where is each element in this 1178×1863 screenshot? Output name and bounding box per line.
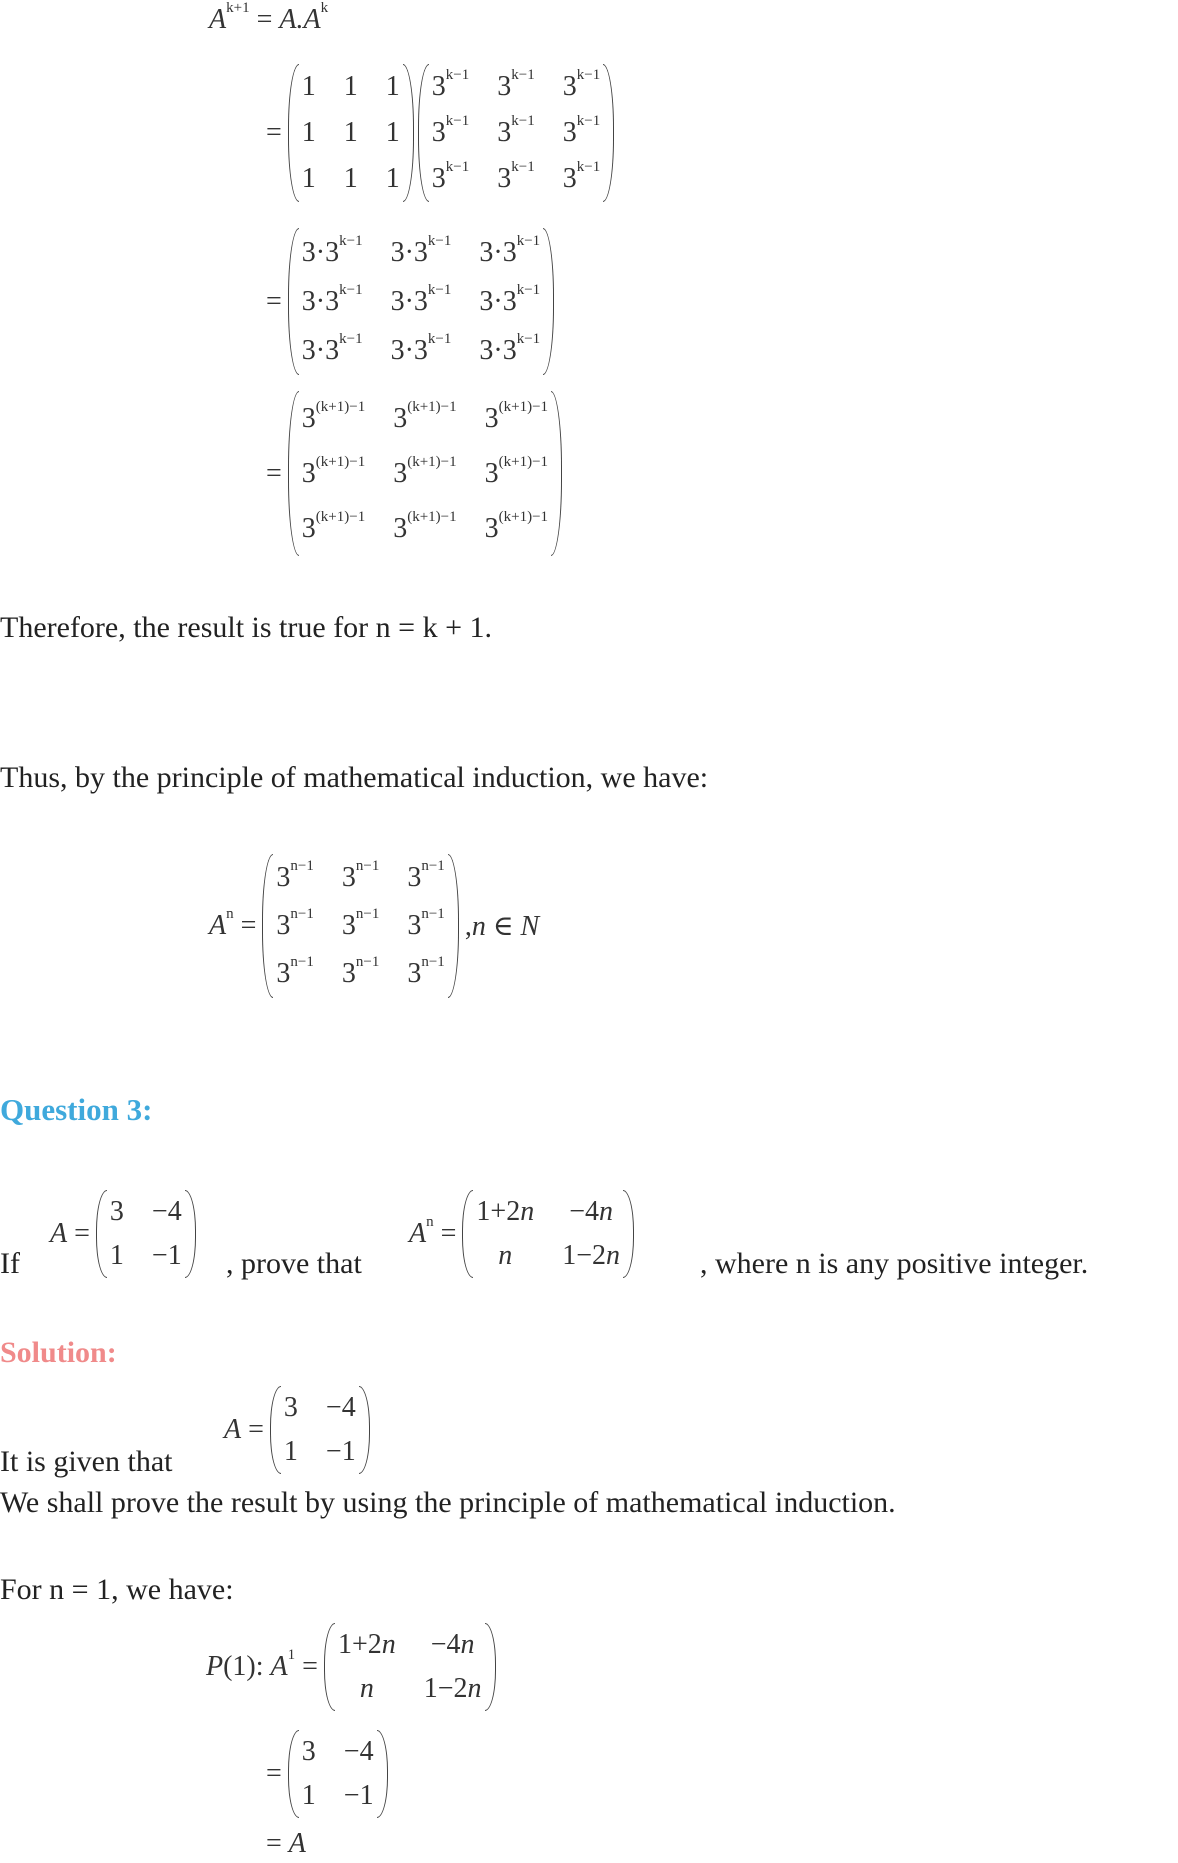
math-superscript: k−1: [339, 330, 363, 347]
math-term: n: [467, 1673, 482, 1704]
math-term: 3: [393, 512, 408, 544]
prove-that-text: , prove that: [226, 1247, 362, 1280]
math-term: n: [381, 1629, 396, 1660]
matrix-cell: [326, 1392, 356, 1424]
formula-scaled: [262, 228, 556, 375]
math-superscript: k: [320, 0, 329, 16]
if-text: If: [0, 1247, 20, 1280]
matrix-cell: [390, 330, 452, 367]
math-term: 3: [484, 402, 499, 434]
matrix-cell: [497, 67, 535, 103]
math-term: 3: [301, 1736, 316, 1767]
math-term: 3: [393, 457, 408, 489]
matrix: [462, 1190, 634, 1278]
formula-product: [262, 64, 616, 202]
formula-equals-a: [262, 1828, 310, 1860]
matrix-cell: [302, 117, 316, 149]
question-heading: Question 3:: [0, 1092, 153, 1127]
math-superscript: k−1: [511, 159, 535, 175]
formula-p1: [202, 1623, 498, 1711]
math-term: −4: [343, 1736, 374, 1767]
math-term: ∈: [485, 911, 521, 942]
math-term: 3: [393, 402, 408, 434]
math-term: 1: [301, 117, 316, 148]
matrix-cell: [431, 113, 470, 149]
math-term: 3: [484, 457, 499, 489]
math-term: 1: [385, 163, 400, 194]
math-term: 3: [431, 71, 446, 102]
math-superscript: k−1: [427, 232, 452, 249]
math-term: A: [409, 1218, 427, 1249]
math-term: 3: [283, 1392, 298, 1423]
matrix-cell: [284, 1392, 298, 1424]
formula-a-def: [46, 1190, 198, 1278]
math-text: [262, 1758, 286, 1790]
math-term: A: [224, 1414, 242, 1445]
math-superscript: k−1: [516, 281, 541, 298]
matrix-cell: [390, 281, 452, 318]
math-term: 3·3: [390, 236, 428, 268]
matrix: [270, 1386, 370, 1474]
math-term: −4: [151, 1196, 182, 1227]
math-superscript: (k+1)−1: [407, 453, 457, 470]
math-term: −1: [343, 1780, 374, 1811]
matrix-cell: [386, 117, 400, 149]
math-superscript: k−1: [445, 113, 470, 129]
math-term: 1: [343, 163, 358, 194]
math-term: 3·3: [390, 334, 428, 366]
math-term: 1: [301, 1780, 316, 1811]
matrix-cell: [344, 163, 358, 195]
math-term: 3: [497, 117, 512, 148]
math-superscript: (k+1)−1: [315, 398, 366, 415]
math-term: 1−2: [562, 1240, 606, 1271]
math-term: 3: [301, 457, 316, 489]
matrix-cell: [110, 1240, 124, 1272]
math-term: 3: [109, 1196, 124, 1227]
matrix-cell: [431, 67, 470, 103]
matrix: [418, 64, 614, 202]
math-superscript: n: [226, 906, 234, 922]
math-term: =: [266, 1828, 289, 1859]
math-term: 3·3: [301, 236, 340, 268]
math-superscript: k−1: [339, 281, 363, 298]
math-text: [220, 1414, 268, 1446]
math-term: =: [295, 1651, 318, 1682]
formula-a-given: [220, 1386, 372, 1474]
math-term: =: [241, 1414, 264, 1445]
matrix: [288, 64, 414, 202]
math-superscript: k+1: [226, 0, 250, 16]
math-term: −1: [151, 1240, 182, 1271]
math-term: A.A: [279, 4, 321, 35]
matrix-cell: [484, 453, 549, 490]
matrix-cell: [152, 1196, 182, 1228]
matrix-cell: [344, 1780, 374, 1812]
formula-an-claim: [405, 1190, 636, 1278]
matrix: [288, 391, 562, 556]
math-superscript: k−1: [445, 159, 470, 175]
math-term: 1+2: [337, 1629, 382, 1660]
matrix-cell: [344, 71, 358, 103]
math-superscript: k−1: [511, 67, 535, 83]
math-term: n: [498, 1240, 513, 1271]
matrix-cell: [302, 163, 316, 195]
math-term: 1: [109, 1240, 124, 1271]
matrix-cell: [301, 281, 363, 318]
math-text: [405, 1214, 460, 1250]
matrix-cell: [479, 330, 541, 367]
math-term: 3: [276, 862, 291, 893]
matrix-cell: [562, 113, 601, 149]
math-term: 3: [562, 117, 577, 148]
math-term: 3·3: [301, 334, 340, 366]
matrix-cell: [562, 1196, 620, 1228]
matrix-cell: [484, 398, 549, 435]
matrix-cell: [301, 398, 366, 435]
matrix-cell: [301, 330, 363, 367]
math-term: A: [209, 4, 227, 35]
math-superscript: n−1: [355, 954, 380, 970]
math-term: n: [359, 1673, 374, 1704]
matrix: [262, 854, 458, 998]
matrix-cell: [302, 71, 316, 103]
matrix-cell: [393, 398, 457, 435]
math-term: ,: [464, 911, 472, 942]
for-n1-text: For n = 1, we have:: [0, 1573, 234, 1606]
math-term: 3: [407, 862, 422, 893]
math-term: 3: [497, 71, 512, 102]
matrix-cell: [431, 159, 470, 195]
math-term: 3: [497, 163, 512, 194]
matrix-cell: [341, 858, 380, 894]
math-term: =: [433, 1218, 457, 1249]
matrix-cell: [386, 71, 400, 103]
matrix-cell: [301, 453, 366, 490]
given-text: It is given that: [0, 1445, 173, 1478]
math-term: 3·3: [301, 285, 340, 317]
math-term: 1: [301, 163, 316, 194]
matrix-cell: [302, 1780, 316, 1812]
matrix-cell: [562, 1240, 620, 1272]
matrix-cell: [301, 232, 363, 269]
math-superscript: k−1: [511, 113, 535, 129]
matrix-cell: [341, 906, 380, 942]
matrix-cell: [497, 113, 535, 149]
math-term: A: [50, 1218, 68, 1249]
matrix-cell: [562, 67, 601, 103]
math-text: [262, 286, 286, 318]
math-term: P: [206, 1651, 224, 1682]
math-superscript: (k+1)−1: [498, 398, 549, 415]
math-term: 1−2: [423, 1673, 468, 1704]
math-term: A: [288, 1828, 306, 1859]
math-text: [202, 1647, 322, 1683]
math-superscript: k−1: [576, 159, 601, 175]
math-superscript: n−1: [290, 858, 314, 874]
math-text: [205, 0, 332, 36]
math-term: n: [599, 1196, 613, 1227]
math-term: 3: [301, 512, 316, 544]
matrix-cell: [476, 1196, 534, 1228]
math-term: =: [249, 4, 280, 35]
math-term: A: [209, 910, 227, 941]
math-text: [262, 117, 286, 149]
math-term: 3: [301, 402, 316, 434]
matrix: [288, 1730, 388, 1818]
math-term: 1+2: [476, 1196, 521, 1227]
math-superscript: n−1: [355, 906, 380, 922]
math-superscript: (k+1)−1: [315, 453, 366, 470]
matrix: [288, 228, 554, 375]
math-term: 1: [301, 71, 316, 102]
math-superscript: n: [426, 1214, 434, 1230]
math-term: 1: [343, 71, 358, 102]
matrix-cell: [484, 508, 549, 545]
math-term: n: [460, 1629, 475, 1660]
math-superscript: n−1: [421, 858, 445, 874]
matrix-cell: [479, 232, 541, 269]
math-term: =: [233, 910, 257, 941]
matrix-cell: [302, 1736, 316, 1768]
matrix-cell: [407, 954, 445, 990]
math-superscript: n−1: [421, 954, 445, 970]
math-superscript: k−1: [445, 67, 470, 83]
math-term: (1):: [223, 1651, 271, 1682]
math-superscript: n−1: [290, 954, 314, 970]
thus-text: Thus, by the principle of mathematical induction, we have:: [0, 761, 709, 794]
math-term: 3: [562, 163, 577, 194]
math-term: A: [270, 1651, 288, 1682]
matrix-cell: [326, 1436, 356, 1468]
math-term: −4: [569, 1196, 599, 1227]
math-term: 1: [283, 1436, 298, 1467]
math-superscript: (k+1)−1: [498, 453, 549, 470]
math-superscript: n−1: [355, 858, 380, 874]
formula-an: [205, 854, 543, 998]
math-superscript: 1: [287, 1647, 296, 1663]
math-term: 3·3: [479, 334, 517, 366]
math-superscript: k−1: [516, 232, 541, 249]
matrix-cell: [424, 1629, 482, 1661]
math-text: [205, 906, 260, 942]
math-term: N: [520, 911, 540, 942]
math-text: [46, 1218, 94, 1250]
matrix-cell: [407, 858, 445, 894]
solution-heading: Solution:: [0, 1336, 117, 1369]
math-term: −1: [325, 1436, 356, 1467]
matrix-cell: [276, 954, 314, 990]
math-term: 3: [407, 958, 422, 989]
math-text: [262, 1828, 310, 1860]
math-term: 1: [385, 117, 400, 148]
matrix: [324, 1623, 496, 1711]
matrix-cell: [338, 1673, 396, 1705]
matrix-cell: [497, 159, 535, 195]
math-term: 3: [431, 117, 446, 148]
math-term: 3: [484, 512, 499, 544]
math-term: =: [266, 285, 282, 317]
math-term: −4: [325, 1392, 356, 1423]
matrix-cell: [344, 1736, 374, 1768]
matrix-cell: [276, 858, 314, 894]
math-text: [262, 458, 286, 490]
math-term: 3: [341, 910, 356, 941]
math-superscript: k−1: [339, 232, 363, 249]
matrix-cell: [341, 954, 380, 990]
formula-ak1: [205, 0, 332, 36]
matrix-cell: [393, 453, 457, 490]
matrix-cell: [386, 163, 400, 195]
math-superscript: k−1: [576, 113, 601, 129]
matrix-cell: [479, 281, 541, 318]
matrix-cell: [390, 232, 452, 269]
math-term: =: [266, 457, 282, 489]
we-shall-text: We shall prove the result by using the principle of mathematical induction.: [0, 1486, 896, 1519]
math-term: n: [520, 1196, 535, 1227]
matrix-cell: [344, 117, 358, 149]
math-term: 3: [562, 71, 577, 102]
math-superscript: k−1: [576, 67, 601, 83]
matrix-cell: [424, 1673, 482, 1705]
matrix-cell: [407, 906, 445, 942]
matrix-cell: [476, 1240, 534, 1272]
math-superscript: k−1: [427, 281, 452, 298]
math-superscript: n−1: [421, 906, 445, 922]
math-superscript: k−1: [516, 330, 541, 347]
matrix-cell: [301, 508, 366, 545]
matrix-cell: [152, 1240, 182, 1272]
math-term: 3: [341, 862, 356, 893]
math-term: =: [67, 1218, 90, 1249]
math-term: 1: [385, 71, 400, 102]
math-term: n: [471, 911, 486, 942]
matrix-cell: [562, 159, 601, 195]
math-superscript: (k+1)−1: [498, 508, 549, 525]
where-text: , where n is any positive integer.: [700, 1247, 1089, 1280]
math-term: 3: [276, 910, 291, 941]
formula-p1-value: [262, 1730, 390, 1818]
matrix: [96, 1190, 196, 1278]
math-term: 3·3: [479, 236, 517, 268]
math-term: n: [606, 1240, 620, 1271]
math-superscript: k−1: [427, 330, 452, 347]
math-superscript: n−1: [290, 906, 314, 922]
math-term: 3: [431, 163, 446, 194]
math-term: 3·3: [479, 285, 517, 317]
math-superscript: (k+1)−1: [315, 508, 366, 525]
math-superscript: (k+1)−1: [407, 398, 457, 415]
math-term: =: [266, 117, 282, 148]
formula-kplus1: [262, 391, 564, 556]
matrix-cell: [276, 906, 314, 942]
math-term: 3: [276, 958, 291, 989]
matrix-cell: [338, 1629, 396, 1661]
math-term: 3: [407, 910, 422, 941]
matrix-cell: [284, 1436, 298, 1468]
matrix-cell: [393, 508, 457, 545]
math-superscript: (k+1)−1: [407, 508, 457, 525]
math-term: =: [266, 1758, 282, 1789]
matrix-cell: [110, 1196, 124, 1228]
math-term: −4: [430, 1629, 461, 1660]
math-text: [461, 909, 543, 943]
therefore-text: Therefore, the result is true for n = k + 1.: [0, 611, 493, 644]
math-term: 3: [341, 958, 356, 989]
math-term: 1: [343, 117, 358, 148]
math-term: 3·3: [390, 285, 428, 317]
